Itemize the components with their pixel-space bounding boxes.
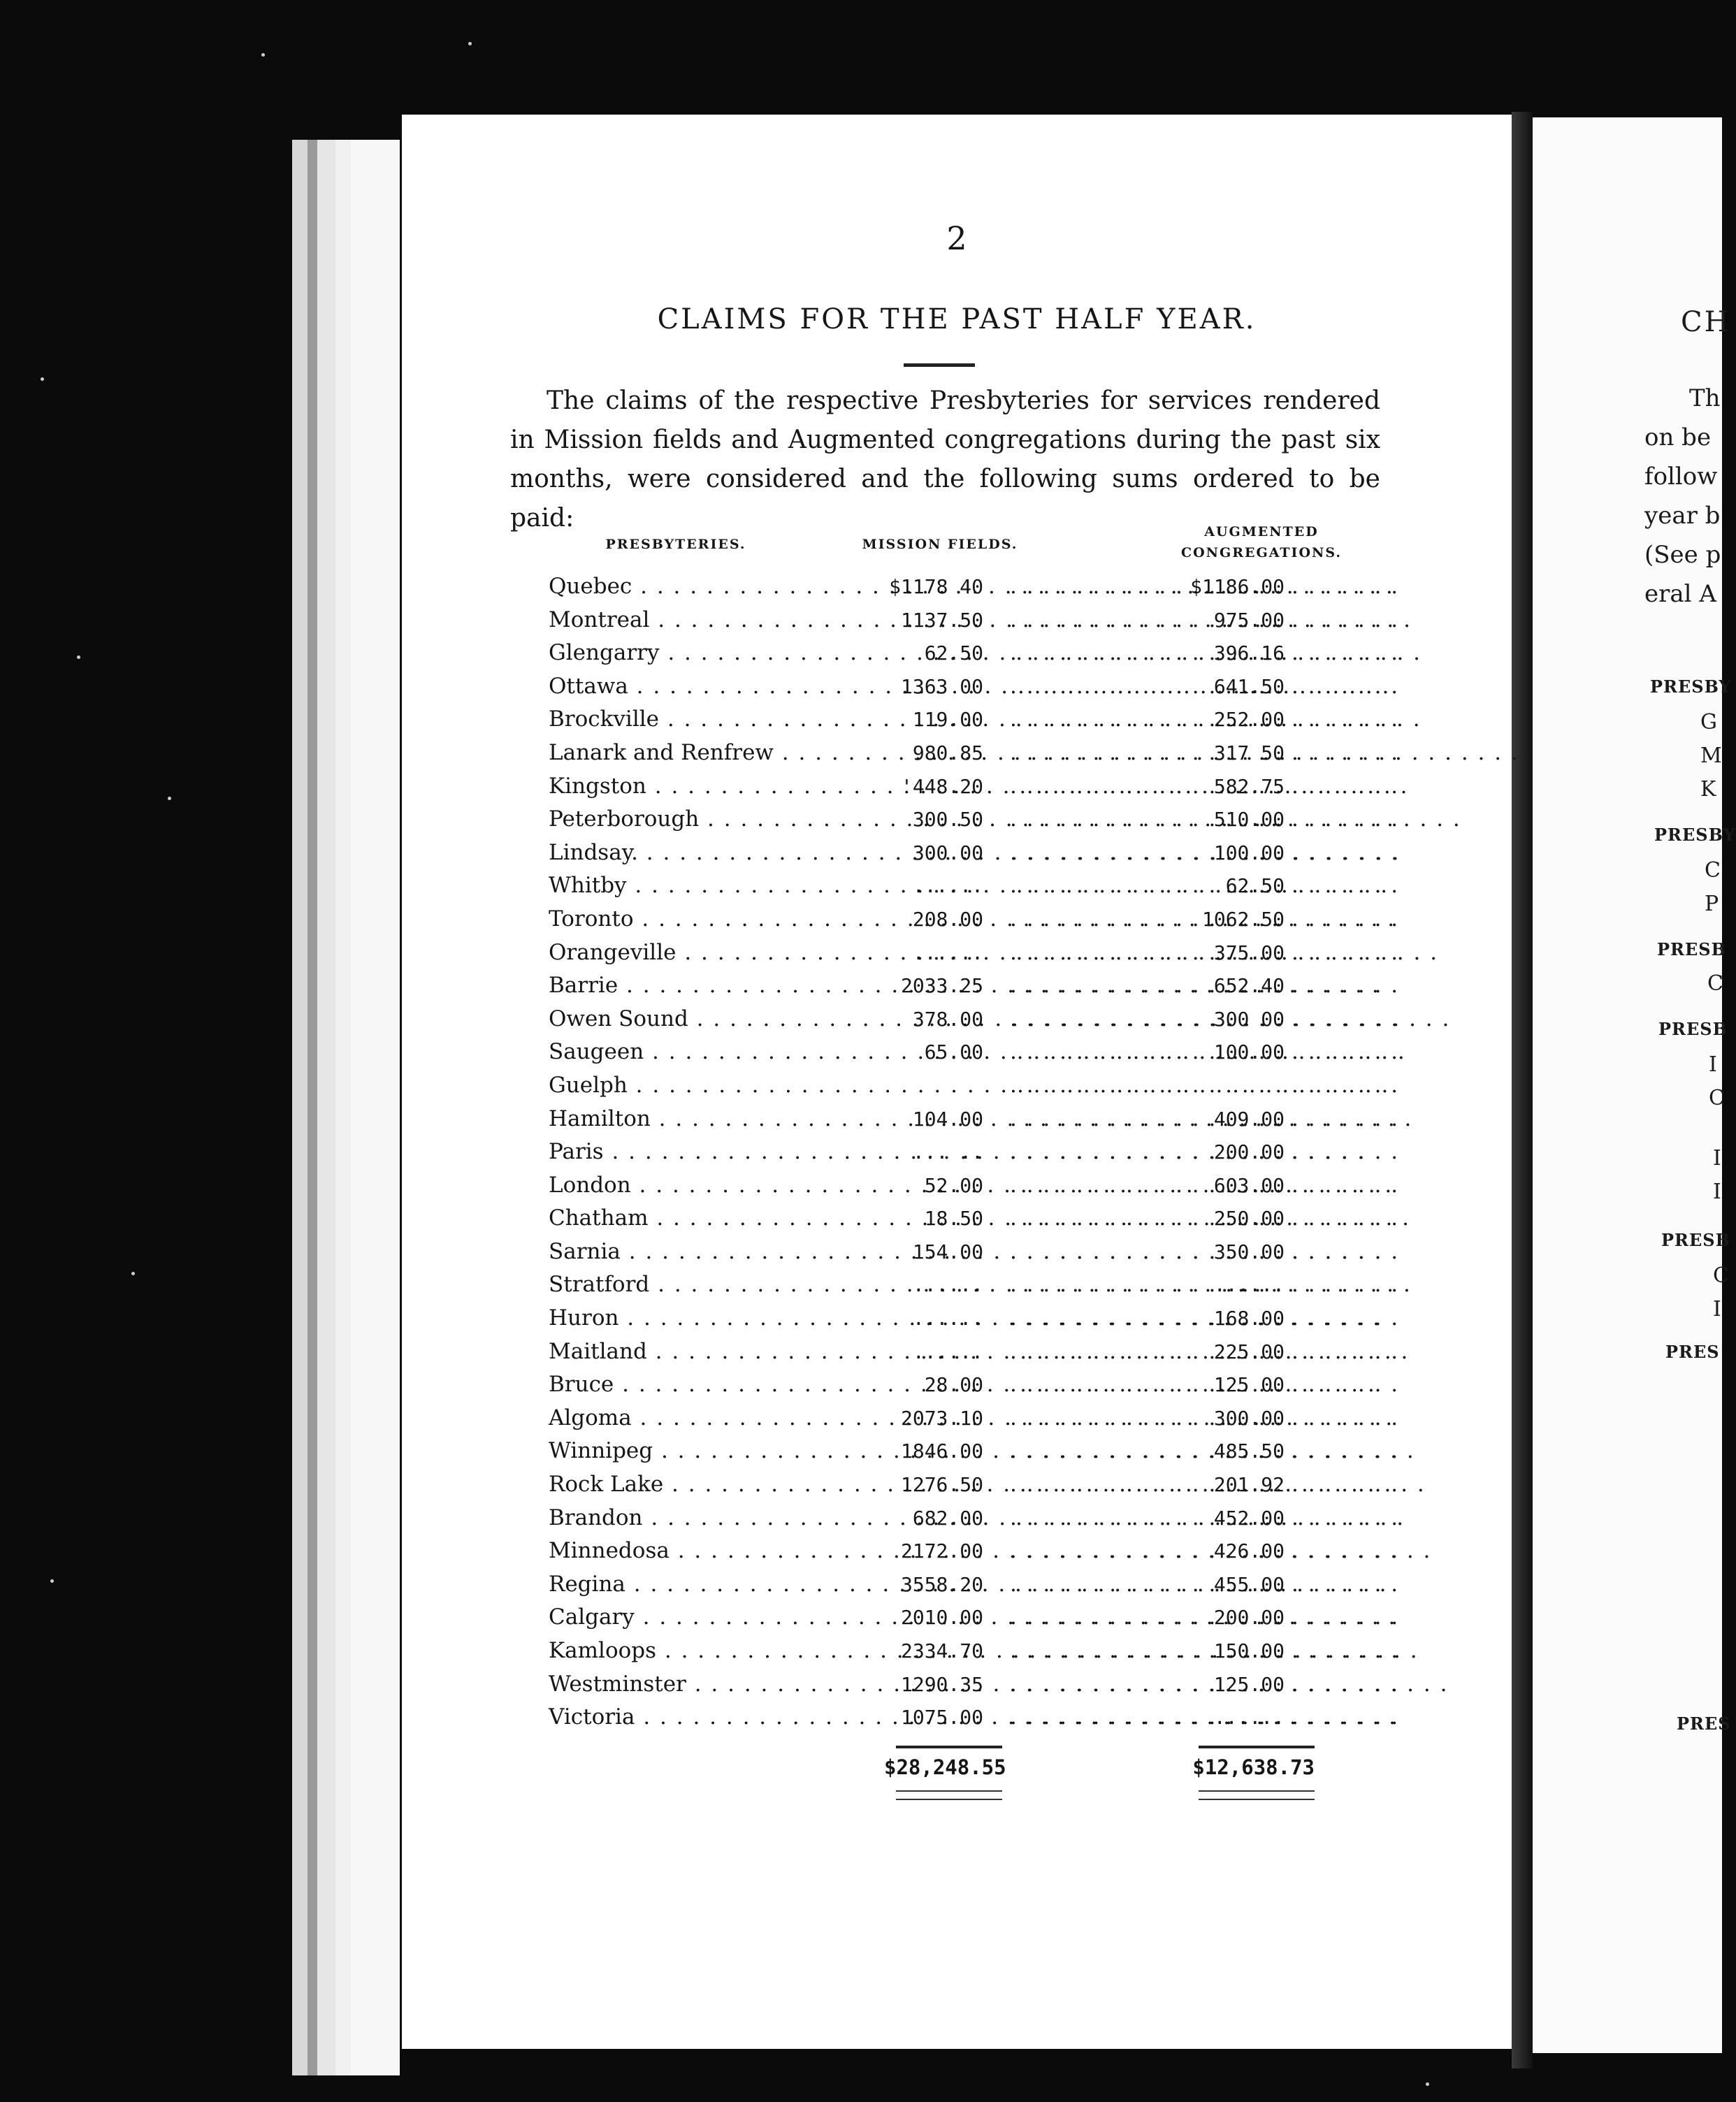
augmented-amount: 485.50 [1213, 1440, 1285, 1463]
table-row [549, 637, 1387, 670]
augmented-amount: 375.00 [1213, 941, 1285, 964]
table-row [549, 836, 1387, 870]
facing-page-list-item: I [1713, 1297, 1721, 1321]
augmented-amount: 300.00 [1213, 1406, 1285, 1430]
augmented-amount: 62.50 [1225, 874, 1285, 898]
table-row [549, 1268, 1387, 1302]
facing-page-list-item: C [1709, 1086, 1725, 1110]
augmented-amount: 641.50 [1213, 674, 1285, 698]
facing-page-list-item: K [1700, 777, 1716, 802]
presbytery-name: Hamilton . . . [549, 1103, 877, 1136]
presbytery-name: Bruce . . . [549, 1368, 877, 1402]
table-row [549, 1103, 1387, 1136]
dot-leaders [1010, 1169, 1167, 1203]
table-row [549, 670, 1387, 704]
mission-amount: 378.00 [912, 1007, 983, 1031]
presbytery-name: Whitby . . . [549, 869, 877, 903]
table-row [549, 737, 1387, 770]
dot-leaders [1010, 1435, 1167, 1468]
table-row [549, 1302, 1387, 1335]
augmented-amount: 510.00 [1213, 808, 1285, 832]
dot-leaders [1010, 1335, 1167, 1369]
table-row [549, 1435, 1387, 1468]
presbytery-name: Ottawa . . . [549, 670, 877, 704]
dot-leaders [1010, 570, 1167, 604]
augmented-amount: 200.00 [1213, 1606, 1285, 1630]
augmented-amount: 200.00 [1213, 1140, 1285, 1164]
augmented-amount: 100.00 [1213, 1041, 1285, 1064]
facing-page-list-item: PRES [1677, 1713, 1731, 1734]
intro-paragraph [510, 382, 1380, 538]
presbytery-name: Guelph . . . [549, 1069, 877, 1103]
dust-speck [77, 655, 80, 659]
mission-total-rule [896, 1746, 1002, 1748]
dot-leaders [1010, 637, 1167, 670]
dot-leaders [1010, 1568, 1167, 1602]
intro-line: The claims of the respective Presbyteries for services rendered [547, 386, 1380, 415]
dot-leaders [1010, 770, 1167, 804]
presbytery-name: Montreal . . . [549, 604, 877, 637]
table-row [549, 869, 1387, 903]
dot-leaders [1010, 1302, 1167, 1335]
mission-amount: ... .. [912, 1140, 983, 1164]
presbytery-name: Peterborough . . . [549, 803, 877, 836]
facing-page-text: Th [1689, 384, 1721, 412]
column-header-presbyteries: PRESBYTERIES. [605, 537, 746, 552]
table-row [549, 1169, 1387, 1203]
augmented-amount: ...... [1213, 1706, 1285, 1730]
dot-leaders [1010, 1069, 1167, 1103]
mission-amount: 2073.10 [900, 1406, 983, 1430]
book-page-edges [292, 140, 411, 2075]
table-row [549, 1069, 1387, 1103]
facing-page-list-item: C [1705, 858, 1721, 883]
table-row [549, 1136, 1387, 1169]
document-page [402, 115, 1512, 2049]
facing-page-text: on be [1644, 423, 1712, 451]
presbytery-name: Rock Lake . . . [549, 1468, 877, 1502]
dot-leaders [1010, 1402, 1167, 1435]
mission-amount: 682.00 [912, 1506, 983, 1530]
table-row [549, 604, 1387, 637]
facing-page-text: year b [1644, 502, 1721, 530]
augmented-amount: 300 00 [1213, 1007, 1285, 1031]
dot-leaders [1010, 703, 1167, 737]
mission-amount: ...... [912, 1307, 983, 1331]
presbytery-name: Winnipeg . . . [549, 1435, 877, 1468]
facing-page-list-item: PRES [1665, 1342, 1720, 1362]
dust-speck [1426, 2082, 1429, 2086]
presbytery-name: Sarnia . . . [549, 1235, 877, 1269]
mission-amount: ...... [912, 874, 983, 898]
mission-amount: 1363 00 [900, 674, 983, 698]
table-row [549, 1368, 1387, 1402]
dot-leaders [1010, 969, 1167, 1003]
presbytery-name: Stratford . . . [549, 1268, 877, 1302]
page-edge [317, 140, 335, 2075]
presbytery-name: Huron . . . [549, 1302, 877, 1335]
table-row [549, 936, 1387, 970]
mission-amount: 28.00 [924, 1373, 983, 1397]
presbytery-name: Owen Sound . . . [549, 1003, 877, 1036]
augmented-amount: 168.00 [1213, 1307, 1285, 1331]
augmented-amount: 317 50 [1213, 741, 1285, 764]
table-row [549, 1468, 1387, 1502]
mission-amount: 18.50 [924, 1207, 983, 1231]
presbytery-name: Glengarry . . . [549, 637, 877, 670]
presbytery-name: Regina . . . [549, 1568, 877, 1602]
dot-leaders [1010, 1235, 1167, 1269]
table-row [549, 1202, 1387, 1235]
augmented-amount: 452.00 [1213, 1506, 1285, 1530]
column-header-augmented-line1: AUGMENTED [1204, 524, 1319, 539]
presbytery-name: Quebec . . . [549, 570, 877, 604]
presbytery-name: Algoma . . . [549, 1402, 877, 1435]
mission-amount: 1846.00 [900, 1440, 983, 1463]
dust-speck [468, 42, 472, 45]
augmented-amount: 1062.50 [1201, 907, 1285, 931]
augmented-total: $12,638.73 [1192, 1755, 1315, 1779]
mission-amount: 62.50 [924, 642, 983, 665]
mission-amount: 2334.70 [900, 1639, 983, 1662]
dot-leaders [1010, 670, 1167, 704]
mission-amount: 65.00 [924, 1041, 983, 1064]
mission-amount: '448.20 [900, 774, 983, 798]
presbytery-name: Orangeville . . . [549, 936, 877, 970]
dust-speck [168, 797, 171, 800]
augmented-amount: $1186.00 [1190, 575, 1285, 598]
presbytery-name: London . . . [549, 1169, 877, 1203]
augmented-amount: 975.00 [1213, 608, 1285, 632]
dot-leaders [1010, 836, 1167, 870]
book-gutter [1512, 112, 1533, 2068]
mission-amount: 104.00 [912, 1107, 983, 1131]
augmented-amount: 225.00 [1213, 1340, 1285, 1363]
dot-leaders [1010, 1202, 1167, 1235]
heading-rule [904, 363, 975, 367]
facing-page-list-item: P [1705, 892, 1719, 916]
augmented-amount: 455.00 [1213, 1572, 1285, 1596]
table-row [549, 1003, 1387, 1036]
facing-page-list-item: C [1713, 1263, 1729, 1288]
mission-amount: ...... [912, 941, 983, 964]
presbytery-name: Maitland . . . [549, 1335, 877, 1369]
presbytery-name: Paris . . . [549, 1136, 877, 1169]
facing-page-list-item: I [1709, 1052, 1717, 1077]
facing-page-list-item: PRESB [1658, 1019, 1728, 1039]
mission-amount: ...... [912, 1340, 983, 1363]
dot-leaders [1010, 1268, 1167, 1302]
dot-leaders [1010, 1003, 1167, 1036]
dot-leaders [1010, 903, 1167, 936]
presbytery-name: Brandon . . . [549, 1502, 877, 1535]
column-header-mission-fields: MISSION FIELDS. [862, 537, 1018, 552]
augmented-amount: 603.00 [1213, 1173, 1285, 1197]
facing-page-list-item: M [1700, 744, 1722, 768]
augmented-amount: 409.00 [1213, 1107, 1285, 1131]
table-row [549, 570, 1387, 604]
table-row [549, 1036, 1387, 1069]
presbytery-name: Toronto . . . [549, 903, 877, 936]
mission-amount: $1178 40 [889, 575, 983, 598]
augmented-amount: 250.00 [1213, 1207, 1285, 1231]
facing-page-list-item: PRESB [1661, 1230, 1730, 1250]
facing-page-list-item: PRESB [1657, 939, 1726, 959]
mission-amount: 1276.50 [900, 1473, 983, 1497]
augmented-amount: 652.40 [1213, 974, 1285, 998]
presbytery-name: Calgary . . . [549, 1601, 877, 1635]
dot-leaders [1010, 1601, 1167, 1635]
table-row [549, 1701, 1387, 1734]
facing-page-text: eral A [1644, 580, 1716, 608]
presbytery-name: Brockville . . . [549, 703, 877, 737]
table-row [549, 803, 1387, 836]
augmented-amount: 582.75 [1213, 774, 1285, 798]
mission-total-double-rule [896, 1790, 1002, 1800]
augmented-total-double-rule [1199, 1790, 1315, 1800]
mission-amount: 2033.25 [900, 974, 983, 998]
mission-amount: 52.00 [924, 1173, 983, 1197]
dot-leaders [1010, 1468, 1167, 1502]
facing-page-heading: CH [1681, 306, 1731, 338]
page-edge [335, 140, 351, 2075]
table-row [549, 903, 1387, 936]
presbytery-name: Saugeen . . . [549, 1036, 877, 1069]
table-row [549, 969, 1387, 1003]
mission-amount: 3558.20 [900, 1572, 983, 1596]
table-row [549, 770, 1387, 804]
dot-leaders [1010, 1668, 1167, 1702]
augmented-amount: 350.00 [1213, 1240, 1285, 1263]
presbytery-name: Kamloops . . . [549, 1635, 877, 1668]
dot-leaders [1010, 1103, 1167, 1136]
column-header-augmented-line2: CONGREGATIONS. [1180, 545, 1343, 560]
facing-page-list-item: C [1707, 971, 1723, 996]
dust-speck [41, 377, 44, 381]
augmented-amount: 125.00 [1213, 1672, 1285, 1696]
presbytery-name: Westminster . . . [549, 1668, 877, 1702]
dot-leaders [1010, 869, 1167, 903]
dot-leaders [1010, 1136, 1167, 1169]
facing-page-text: (See p [1644, 541, 1721, 569]
table-row [549, 703, 1387, 737]
presbytery-name: Lanark and Renfrew . . . [549, 737, 877, 770]
intro-line: months, were considered and the following sums ordered to be paid: [510, 465, 1380, 532]
augmented-amount: 396.16 [1213, 642, 1285, 665]
presbytery-name: Lindsay. . . . [549, 836, 877, 870]
page-heading: CLAIMS FOR THE PAST HALF YEAR. [657, 303, 1257, 335]
dot-leaders [1010, 737, 1167, 770]
table-row [549, 1568, 1387, 1602]
facing-page-text: follow [1644, 463, 1718, 491]
mission-amount: 2172.00 [900, 1539, 983, 1563]
table-row [549, 1601, 1387, 1635]
table-row [549, 1535, 1387, 1568]
table-row [549, 1235, 1387, 1269]
dust-speck [261, 53, 265, 57]
dot-leaders [1010, 1036, 1167, 1069]
dust-speck [50, 1579, 54, 1583]
dot-leaders [1010, 936, 1167, 970]
dot-leaders [1010, 1701, 1167, 1734]
dot-leaders [1010, 1535, 1167, 1568]
mission-amount: 300.00 [912, 841, 983, 864]
presbytery-name: Minnedosa . . . [549, 1535, 877, 1568]
claims-table [549, 570, 1387, 1734]
presbytery-name: Victoria . . . [549, 1701, 877, 1734]
facing-page [1533, 117, 1736, 2053]
mission-amount: 154.00 [912, 1240, 983, 1263]
dot-leaders [1010, 1502, 1167, 1535]
mission-amount: 980.85 [912, 741, 983, 764]
dust-speck [131, 1272, 135, 1275]
page-edge [351, 140, 400, 2075]
presbytery-name: Barrie . . . [549, 969, 877, 1003]
table-row [549, 1635, 1387, 1668]
mission-amount: ...... [912, 1273, 983, 1297]
mission-amount: 300.50 [912, 808, 983, 832]
intro-line: in Mission fields and Augmented congregations during the past six [510, 426, 1380, 454]
page-edge [292, 140, 308, 2075]
column-header-augmented [1171, 521, 1352, 563]
table-row [549, 1668, 1387, 1702]
facing-page-list-item: I [1713, 1180, 1721, 1204]
mission-total: $28,248.55 [884, 1755, 1006, 1779]
facing-page-list-item: PRESBY [1650, 676, 1732, 697]
mission-amount: 1290.35 [900, 1672, 983, 1696]
augmented-amount: ...... [1213, 1273, 1285, 1297]
mission-amount: 1075.00 [900, 1706, 983, 1730]
presbytery-name: Kingston . . . [549, 770, 877, 804]
dot-leaders [1010, 604, 1167, 637]
page-number: 2 [946, 219, 967, 257]
facing-page-list-item: PRESBY [1654, 825, 1736, 845]
presbytery-name: Chatham . . . [549, 1202, 877, 1235]
augmented-amount: 100.00 [1213, 841, 1285, 864]
facing-page-list-item: I [1713, 1146, 1721, 1170]
augmented-amount: 252.00 [1213, 708, 1285, 732]
facing-page-list-item: G [1700, 710, 1717, 734]
table-row [549, 1402, 1387, 1435]
mission-amount: 1137.50 [900, 608, 983, 632]
mission-amount: 208.00 [912, 907, 983, 931]
augmented-total-rule [1199, 1746, 1315, 1748]
augmented-amount: 201.92 [1213, 1473, 1285, 1497]
augmented-amount: 125 00 [1213, 1373, 1285, 1397]
augmented-amount: 426.00 [1213, 1539, 1285, 1563]
table-row [549, 1502, 1387, 1535]
mission-amount: 2010.00 [900, 1606, 983, 1630]
dot-leaders [1010, 1635, 1167, 1668]
augmented-amount: 150.00 [1213, 1639, 1285, 1662]
dot-leaders [1010, 803, 1167, 836]
table-row [549, 1335, 1387, 1369]
mission-amount: 119.00 [912, 708, 983, 732]
page-edge [308, 140, 317, 2075]
dot-leaders [1010, 1368, 1167, 1402]
